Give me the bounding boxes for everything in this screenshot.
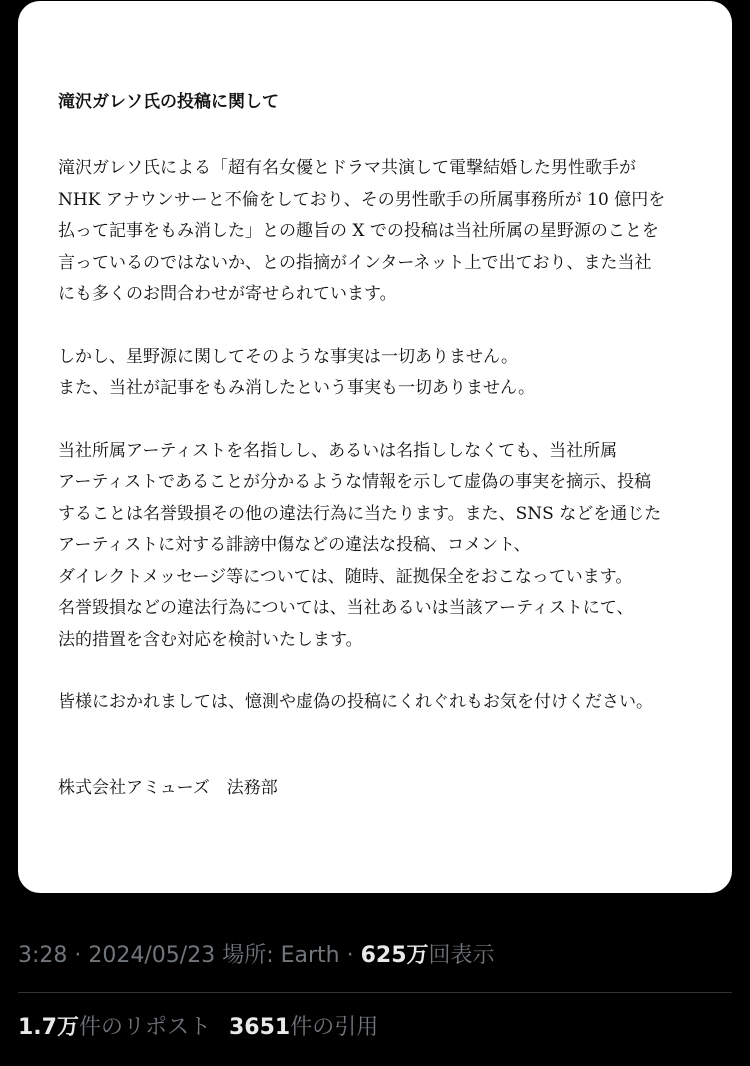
reposts-stat-link[interactable] <box>18 1011 211 1045</box>
views-label: 回表示 <box>428 943 495 968</box>
post-time-link[interactable]: 3:28 <box>18 943 68 968</box>
reposts-label: 件のリポスト <box>78 1015 211 1040</box>
meta-separator: · <box>339 943 361 968</box>
statement-line: NHK アナウンサーと不倫をしており、その男性歌手の所属事務所が 10 億円を <box>58 189 666 210</box>
post-stats <box>18 1011 378 1045</box>
statement-line: 言っているのではないか、との指摘がインターネット上で出ており、また当社 <box>58 252 652 273</box>
meta-separator: · <box>67 943 89 968</box>
statement-paragraph-4 <box>58 687 692 719</box>
quotes-count: 3651 <box>229 1015 291 1040</box>
statement-paragraph-3 <box>58 436 692 657</box>
statement-line: 皆様におかれましては、憶測や虚偽の投稿にくれぐれもお気を付けください。 <box>58 692 653 712</box>
statement-line: また、当社が記事をもみ消したという事実も一切ありません。 <box>58 378 536 398</box>
statement-line: アーティストであることが分かるような情報を示して虚偽の事実を摘示、投稿 <box>58 472 652 492</box>
statement-line: にも多くのお問合わせが寄せられています。 <box>58 284 397 304</box>
quotes-stat-link[interactable] <box>229 1011 378 1045</box>
statement-line: 当社所属アーティストを名指しし、あるいは名指ししなくても、当社所属 <box>58 440 618 461</box>
statement-line: 滝沢ガレソ氏による「超有名女優とドラマ共演して電撃結婚した男性歌手が <box>58 158 636 178</box>
statement-line: アーティストに対する誹謗中傷などの違法な投稿、コメント、 <box>58 535 531 555</box>
post-location: 場所: Earth <box>222 943 340 968</box>
statement-paragraph-2 <box>58 342 692 405</box>
statement-title: 滝沢ガレソ氏の投稿に関して <box>58 92 279 112</box>
statement-line: ダイレクトメッセージ等については、随時、証拠保全をおこなっています。 <box>58 566 633 587</box>
statement-line: しかし、星野源に関してそのような事実は一切ありません。 <box>58 346 519 367</box>
reposts-count: 1.7万 <box>18 1015 79 1040</box>
statement-line: 法的措置を含む対応を検討いたします。 <box>58 629 363 650</box>
stats-divider <box>18 992 732 993</box>
statement-line: することは名誉毀損その他の違法行為に当たります。また、SNS などを通じた <box>58 503 662 524</box>
post-date-link[interactable]: 2024/05/23 <box>88 943 216 968</box>
post-meta <box>18 940 495 972</box>
views-count: 625万 <box>360 943 429 968</box>
statement-signature: 株式会社アミューズ 法務部 <box>58 777 278 798</box>
statement-image[interactable] <box>18 1 732 893</box>
quotes-label: 件の引用 <box>290 1015 379 1040</box>
statement-line: 名誉毀損などの違法行為については、当社あるいは当該アーティストにて、 <box>58 598 634 618</box>
statement-paragraph-1 <box>58 153 692 311</box>
statement-line: 払って記事をもみ消した」との趣旨の X での投稿は当社所属の星野源のことを <box>58 221 659 241</box>
